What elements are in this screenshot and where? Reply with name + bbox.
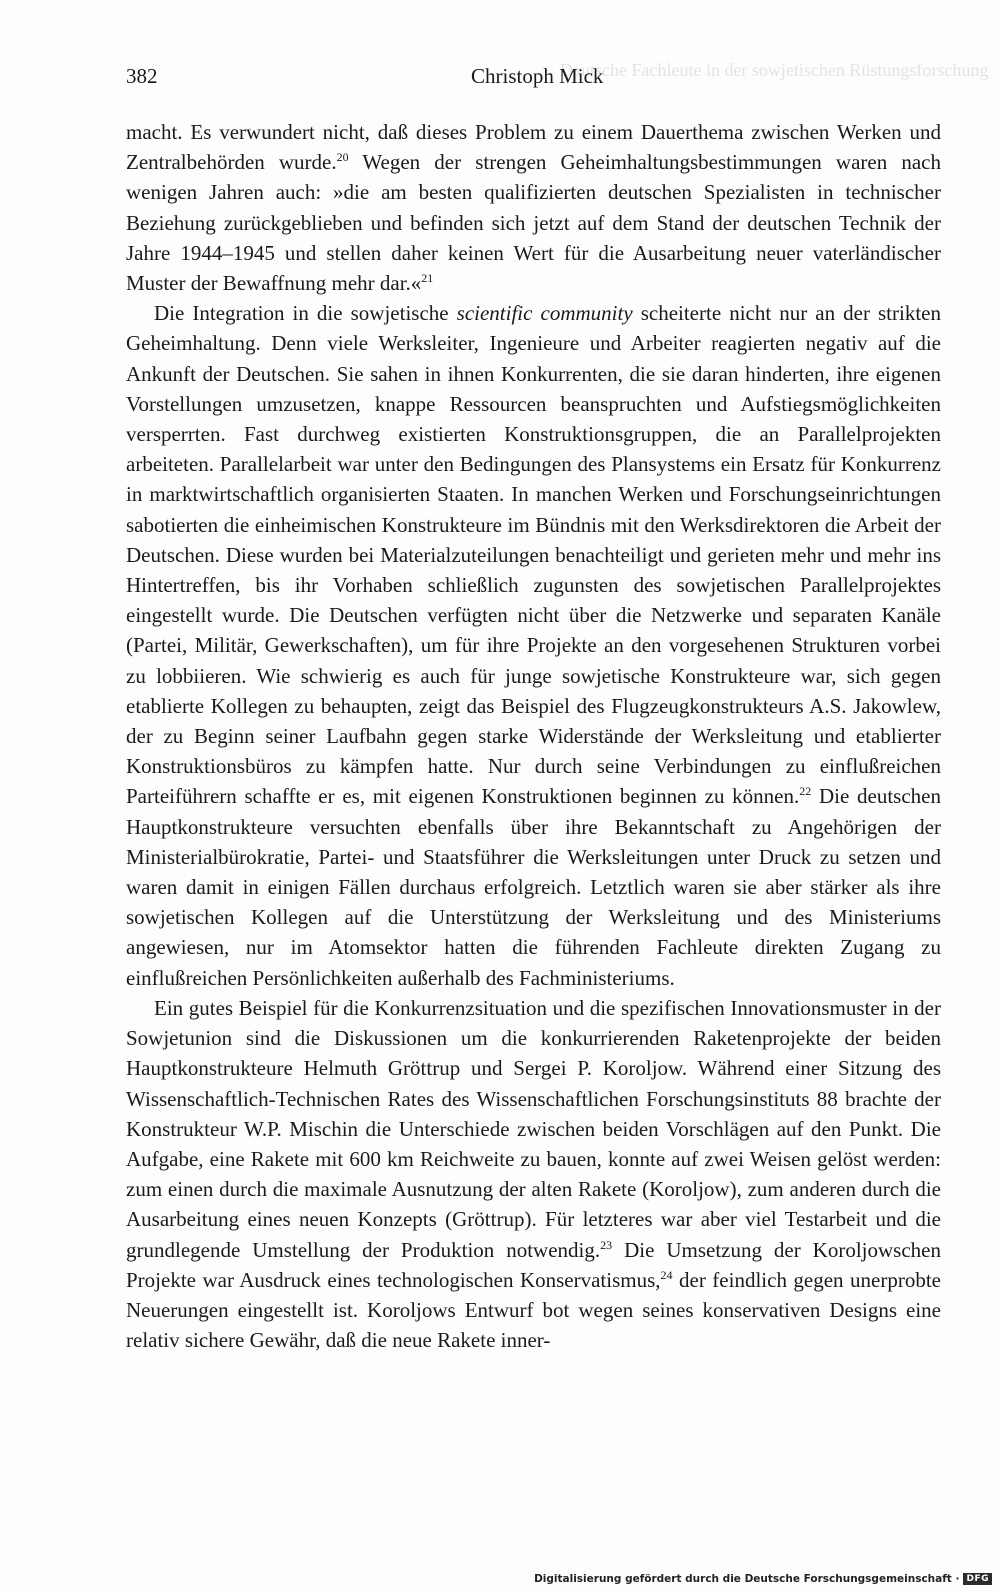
text-run: macht. Es verwundert nicht, daß dieses Problem zu einem Dauerthema zwischen Werken und Zentralbehörden wurde. [126,120,941,175]
bleed-through-text: Deutsche Fachleute in der sowjetischen Rüstungsforschung [560,60,989,80]
dfg-logo-icon: DFG [963,1573,992,1585]
paragraph [126,993,941,1355]
text-run: Die Umsetzung der Koroljowschen Projekte war Ausdruck eines technologischen Konservatismus, [126,1237,941,1292]
footnote-ref: 22 [799,784,812,799]
text-run: der feindlich gegen unerprobte Neuerungen eingestellt ist. Koroljows Entwurf bot wegen seines konservativen Designs eine relativ sichere Gewähr, daß die neue Rakete inner- [126,1267,941,1353]
page-number: 382 [126,64,158,88]
paragraph [126,298,941,993]
text-run: Ein gutes Beispiel für die Konkurrenzsituation und die spezifischen Innovationsmuster in der Sowjetunion sind die Diskussionen um die konkurrierenden Raketenprojekte der beiden Hauptkonstrukteure Helmuth Gröttrup und Sergei P. Koroljow. Während einer Sitzung des Wissenschaftlich-Technischen Rates des Wissenschaftlichen Forschungsinstituts 88 brachte der Konstrukteur W.P. Mischin die Unterschiede zwischen beiden Vorschlägen auf den Punkt. Die Aufgabe, eine Rakete mit 600 km Reichweite zu bauen, konnte auf zwei Weisen gelöst werden: zum einen durch die maximale Ausnutzung der alten Rakete (Koroljow), zum anderen durch die Ausarbeitung eines neuen Konzepts (Gröttrup). Für letzteres war aber viel Testarbeit und die grundlegende Umstellung der Produktion notwendig. [126,995,941,1262]
footnote-ref: 21 [421,271,434,286]
italic-term: scientific community [456,301,633,326]
paragraph [126,117,941,298]
running-head: Christoph Mick [471,64,604,88]
body-text [126,117,941,1355]
page-header [126,60,936,92]
text-run: Die Integration in die sowjetische [154,301,457,326]
text-run: Wegen der strengen Geheimhaltungsbestimmungen waren nach wenigen Jahren auch: »die am besten qualifizierten deutschen Spezialisten in technischer Beziehung zurückgeblieben und befinden sich jetzt auf dem Stand der deutschen Technik der Jahre 1944–1945 und stellen daher keinen Wert für die Ausarbeitung neuer vaterländischer Muster der Bewaffnung mehr dar.« [126,150,942,296]
footnote-ref: 23 [600,1237,613,1252]
footnote-ref: 20 [336,150,349,165]
banner-text: Digitalisierung gefördert durch die Deutsche Forschungsgemeinschaft · [534,1573,960,1585]
footnote-ref: 24 [660,1267,673,1282]
text-run: Die deutschen Hauptkonstrukteure versuchten ebenfalls über ihre Bekanntschaft zu Angehörigen der Ministerialbürokratie, Partei- und Staatsführer die Werksleitungen unter Druck zu setzen und waren damit in einigen Fällen durchaus erfolgreich. Letztlich waren sie aber stärker als ihre sowjetischen Kollegen auf die Unterstützung der Werksleitung und des Ministeriums angewiesen, nur im Atomsektor hatten die führenden Fachleute direkten Zugang zu einflußreichen Persönlichkeiten außerhalb des Fachministeriums. [126,784,941,990]
digitization-banner [534,1570,992,1588]
text-run: scheiterte nicht nur an der strikten Geheimhaltung. Denn viele Werksleiter, Ingenieure und Arbeiter reagierten negativ auf die Ankunft der Deutschen. Sie sahen in ihnen Konkurrenten, die sie daran hinderten, ihre eigenen Vorstellungen umzusetzen, knappe Ressourcen beanspruchten und Aufstiegsmöglichkeiten versperrten. Fast durchweg existierten Konstruktionsgruppen, die an Parallelprojekten arbeiteten. Parallelarbeit war unter den Bedingungen des Plansystems ein Ersatz für Konkurrenz in marktwirtschaftlich organisierten Staaten. In manchen Werken und Forschungseinrichtungen sabotierten die einheimischen Konstrukteure im Bündnis mit den Werksdirektoren die Arbeit der Deutschen. Diese wurden bei Materialzuteilungen benachteiligt und gerieten mehr und mehr ins Hintertreffen, bis ihr Vorhaben schließlich zugunsten des sowjetischen Parallelprojektes eingestellt wurde. Die Deutschen verfügten nicht über die Netzwerke und separaten Kanäle (Partei, Militär, Gewerkschaften), um für ihre Projekte an den vorgesehenen Strukturen vorbei zu lobbiieren. Wie schwierig es auch für junge sowjetische Konstrukteure war, sich gegen etablierte Kollegen zu behaupten, zeigt das Beispiel des Flugzeugkonstrukteurs A.S. Jakowlew, der zu Beginn seiner Laufbahn gegen starke Widerstände der Werksleitung und etablierter Konstruktionsbüros zu kämpfen hatte. Nur durch seine Verbindungen zu einflußreichen Parteiführern schaffte er es, mit eigenen Konstruktionen beginnen zu können. [126,301,941,809]
